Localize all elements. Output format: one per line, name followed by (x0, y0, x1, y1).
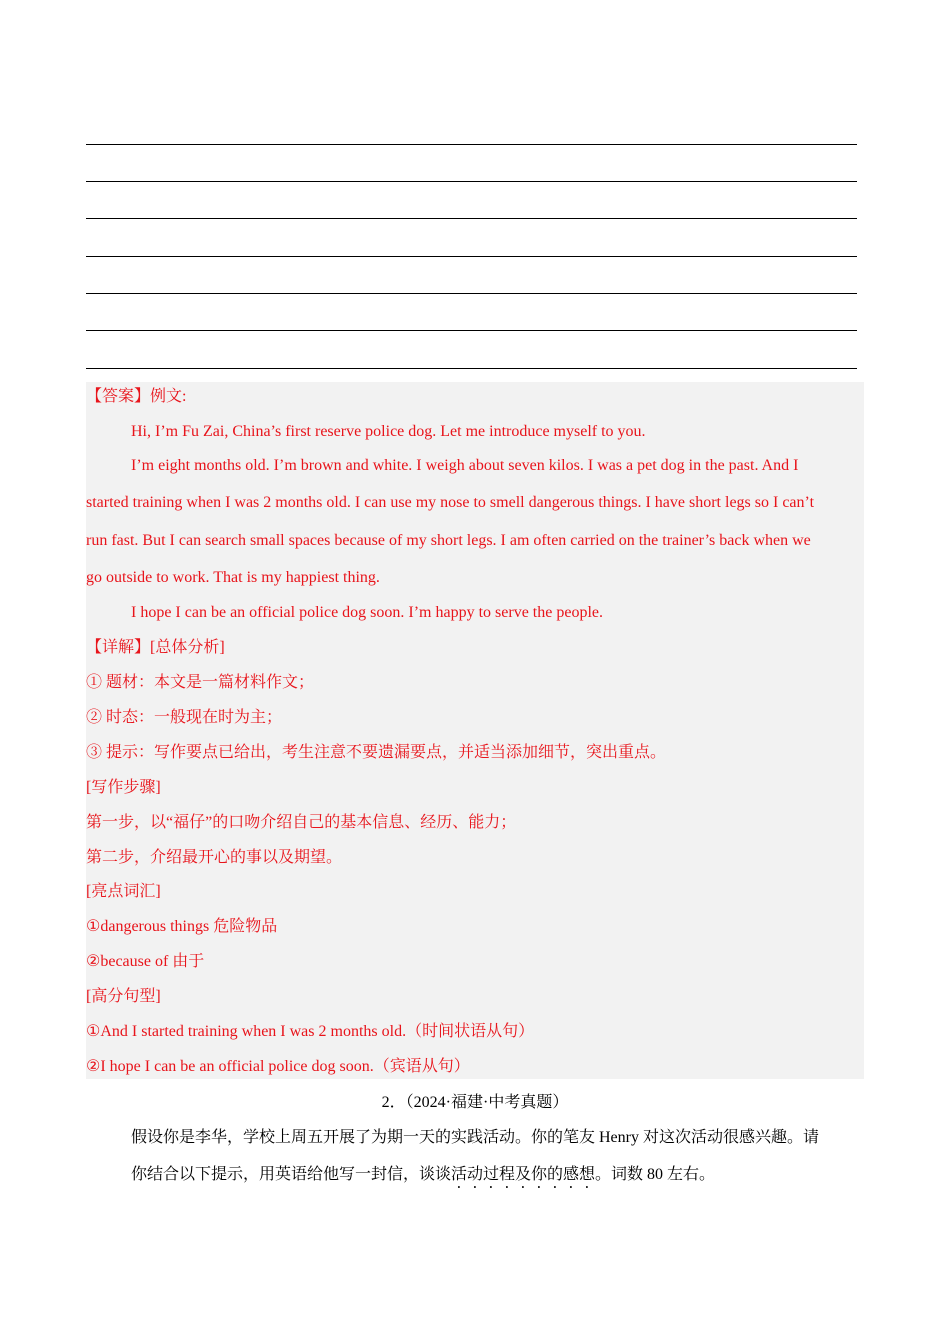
essay-line: I’m eight months old. I’m brown and white. I weigh about seven kilos. I was a pet dog in the past. And I (131, 457, 799, 474)
answer-heading: 【答案】例文: (86, 388, 187, 405)
writing-line (86, 218, 857, 219)
essay-line: go outside to work. That is my happiest thing. (86, 569, 380, 586)
emphasized-requirement: 活动过程及你的感想 (451, 1166, 596, 1183)
analysis-item: ② 时态：一般现在时为主； (86, 709, 283, 726)
question-prompt-line (131, 1165, 715, 1192)
writing-line (86, 256, 857, 257)
writing-line (86, 293, 857, 294)
writing-line (86, 330, 857, 331)
essay-line: I hope I can be an official police dog soon. I’m happy to serve the people. (131, 604, 603, 621)
answer-section (86, 382, 864, 1079)
analysis-item: ③ 提示：写作要点已给出，考生注意不要遗漏要点，并适当添加细节，突出重点。 (86, 744, 667, 761)
question-prompt-line: 假设你是李华，学校上周五开展了为期一天的实践活动。你的笔友 Henry 对这次活动很感兴趣。请 (131, 1129, 819, 1146)
writing-line (86, 181, 857, 182)
question-prompt-text: 。词数 80 左右。 (595, 1166, 716, 1183)
sentence-item: ①And I started training when I was 2 months old.（时间状语从句） (86, 1023, 535, 1040)
essay-line: Hi, I’m Fu Zai, China’s first reserve police dog. Let me introduce myself to you. (131, 423, 646, 440)
essay-line: run fast. But I can search small spaces because of my short legs. I am often carried on the trainer’s back when we (86, 532, 811, 549)
vocab-heading: [亮点词汇] (86, 883, 161, 900)
detail-heading: 【详解】[总体分析] (86, 639, 225, 656)
writing-line (86, 368, 857, 369)
step-item: 第一步，以“福仔”的口吻介绍自己的基本信息、经历、能力； (86, 814, 517, 831)
analysis-item: ① 题材：本文是一篇材料作文； (86, 674, 315, 691)
sentences-heading: [高分句型] (86, 988, 161, 1005)
question-header: 2．（2024·福建·中考真题） (381, 1094, 569, 1111)
sentence-item: ②I hope I can be an official police dog soon.（宾语从句） (86, 1058, 470, 1075)
essay-line: started training when I was 2 months old. I can use my nose to smell dangerous things. I have short legs so I can’t (86, 494, 815, 511)
writing-line (86, 144, 857, 145)
steps-heading: [写作步骤] (86, 779, 161, 796)
vocab-item: ①dangerous things 危险物品 (86, 918, 278, 935)
vocab-item: ②because of 由于 (86, 953, 205, 970)
step-item: 第二步，介绍最开心的事以及期望。 (86, 849, 343, 866)
question-prompt-text: 你结合以下提示，用英语给他写一封信，谈谈 (131, 1166, 452, 1183)
